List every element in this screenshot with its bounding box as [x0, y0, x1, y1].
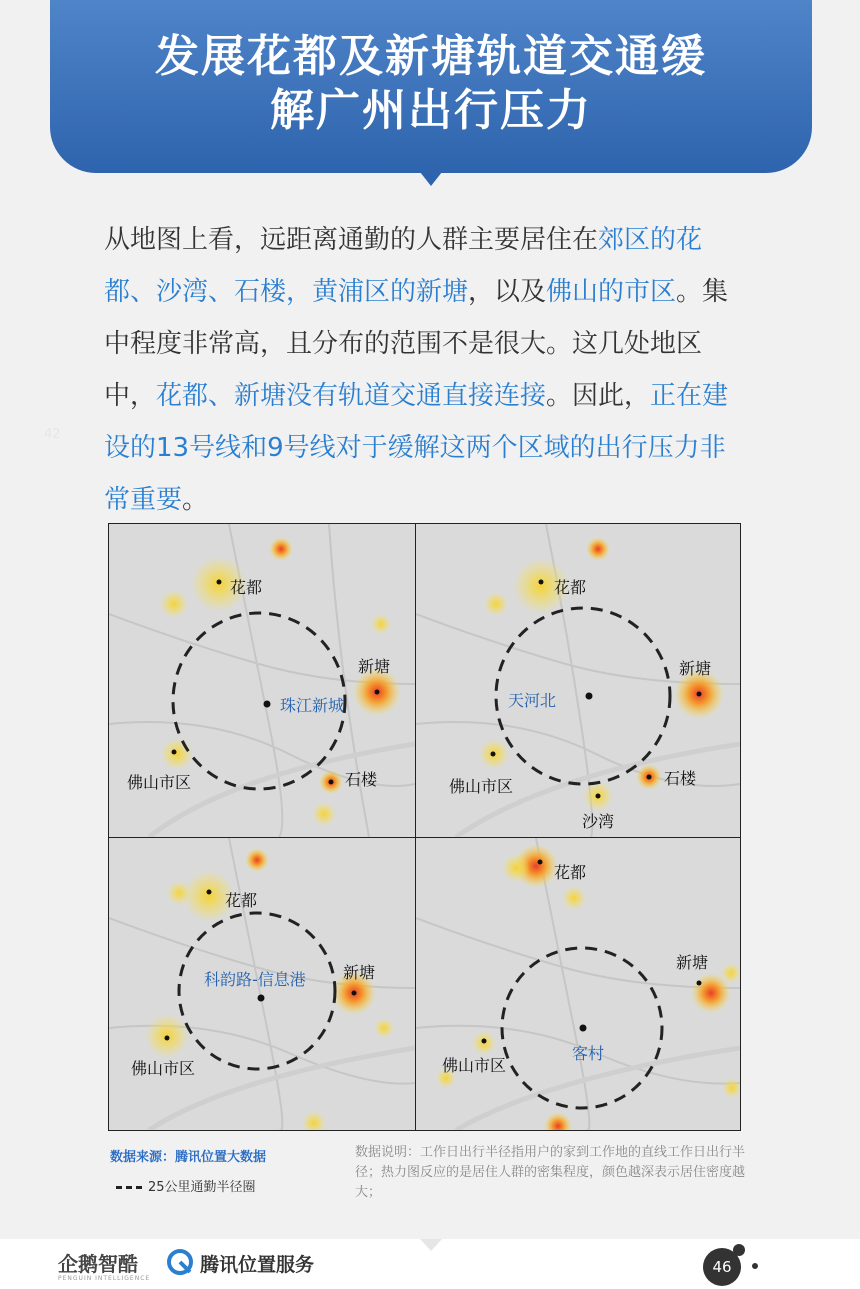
body-paragraph: [104, 214, 744, 526]
paragraph-highlight: 佛山的市区: [546, 277, 677, 307]
place-label: 佛山市区: [131, 1059, 196, 1078]
place-label: 花都: [225, 891, 258, 910]
place-label: 新塘: [358, 657, 391, 676]
footer-pointer: [420, 1239, 442, 1251]
place-label: 新塘: [676, 953, 709, 972]
page-title: [50, 30, 812, 138]
heatmap-grid: [108, 523, 741, 1131]
logo-subtext: PENGUIN INTELLIGENCE: [58, 1275, 151, 1282]
paragraph-highlight: 花都、新塘没有轨道交通直接连接: [156, 381, 547, 411]
place-label: 佛山市区: [127, 773, 192, 792]
heatmap-panel: [109, 524, 416, 838]
heatmap-panel: [416, 524, 740, 838]
logo-text: 企鹅智酷: [58, 1252, 138, 1276]
side-page-number: 42: [44, 427, 61, 442]
center-label: 科韵路-信息港: [204, 970, 306, 989]
dashed-line-icon: [116, 1186, 142, 1189]
center-label: 天河北: [508, 691, 557, 710]
title-line-1: 发展花都及新塘轨道交通缓: [155, 31, 707, 82]
place-label: 新塘: [343, 963, 376, 982]
place-label: 沙湾: [582, 812, 615, 831]
paragraph-segment: 。集中程度非常高，且分布的范围不是很大。这几处地区中，: [104, 277, 729, 411]
heatmap-panel: [109, 838, 416, 1130]
paragraph-highlight: 正在建设的13号线和9号线对于缓解这两个区域的出行压力非常重要: [104, 381, 729, 515]
place-label: 花都: [554, 863, 587, 882]
tencent-location-logo: 腾讯位置服务: [200, 1254, 315, 1276]
place-label: 佛山市区: [449, 777, 514, 796]
penguin-intelligence-logo: [58, 1248, 150, 1282]
decorative-dot: [752, 1263, 758, 1269]
data-note: 数据说明：工作日出行半径指用户的家到工作地的直线工作日出行半径；热力图反应的是居住人群的密集程度，颜色越深表示居住密度越大；: [355, 1145, 746, 1200]
paragraph-segment: ，以及: [468, 277, 547, 307]
center-label: 客村: [572, 1044, 605, 1063]
place-label: 花都: [230, 578, 263, 597]
center-label: 珠江新城: [280, 696, 345, 715]
tencent-location-icon: [166, 1248, 194, 1276]
paragraph-segment: 从地图上看，远距离通勤的人群主要居住在: [104, 225, 599, 255]
place-label: 石楼: [664, 769, 697, 788]
place-label: 新塘: [679, 659, 712, 678]
place-label: 石楼: [345, 770, 378, 789]
page-number: 46: [703, 1248, 741, 1286]
data-source: 数据来源：腾讯位置大数据: [110, 1150, 267, 1165]
place-label: 花都: [554, 578, 587, 597]
paragraph-segment: 。因此，: [546, 381, 651, 411]
legend-label: 25公里通勤半径圈: [148, 1180, 256, 1195]
title-line-2: 解广州出行压力: [270, 85, 592, 136]
paragraph-highlight: 郊区的花都、沙湾、石楼，黄浦区的新塘: [104, 225, 703, 307]
decorative-dot: [733, 1244, 745, 1256]
legend: [116, 1176, 256, 1195]
paragraph-segment: 。: [182, 485, 209, 515]
heatmap-panel: [416, 838, 740, 1130]
place-label: 佛山市区: [442, 1056, 507, 1075]
banner-pointer: [420, 172, 442, 186]
